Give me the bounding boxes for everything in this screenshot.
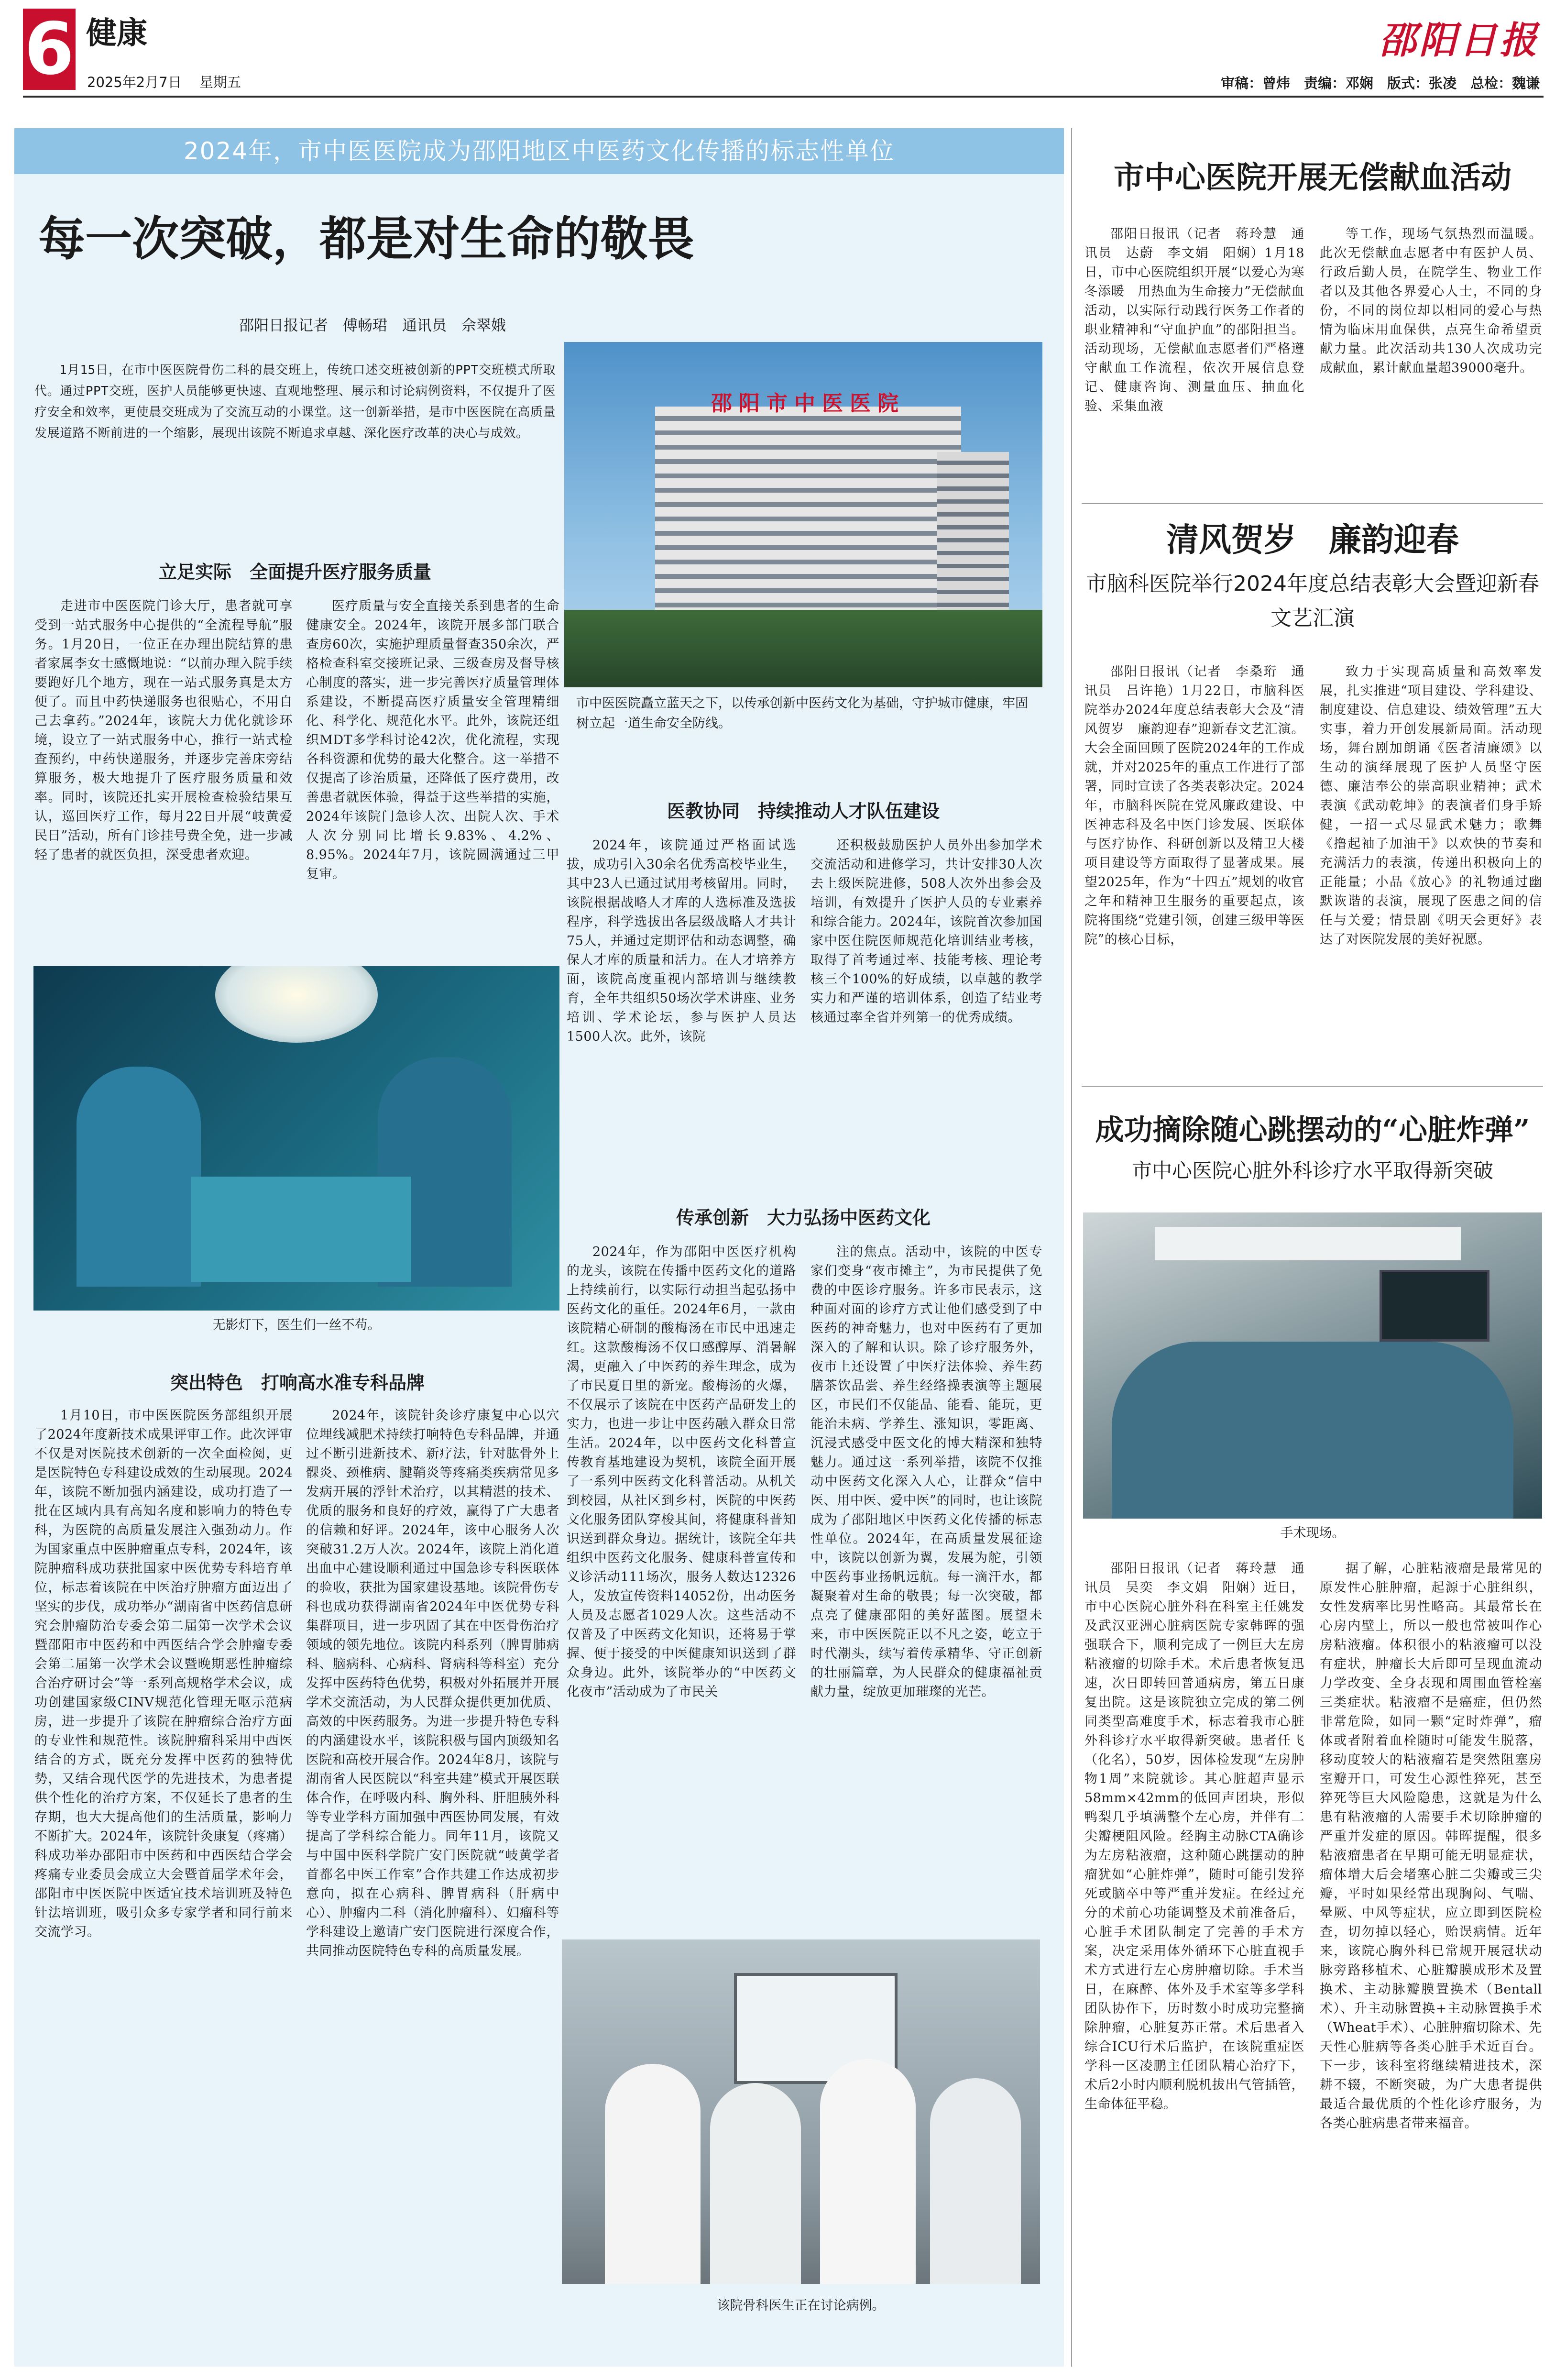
issue-date: 2025年2月7日: [87, 74, 182, 90]
story4-photo-caption: 手术现场。: [1280, 1526, 1345, 1541]
doctor-3: [820, 2059, 916, 2284]
photo3-caption: 该院骨科医生正在讨论病例。: [717, 2298, 885, 2313]
story2-divider: [1082, 503, 1543, 504]
lead-headline: 每一次突破，都是对生命的敬畏: [38, 211, 695, 266]
masthead-rule: [23, 96, 1544, 98]
hospital-building-photo: [564, 342, 1042, 687]
lead-byline: 邵阳日报记者 傅畅珺 通讯员 佘翠娥: [239, 317, 506, 334]
lead-intro: 1月15日，在市中医医院骨伤二科的晨交班上，传统口述交班被创新的PPT交班模式所取代。通过PPT交班，医护人员能够更快速、直观地整理、展示和讨论病例资料，不仅提升了医疗安全和效率，更使晨交班成为了交流互动的小课堂。这一创新举措，是市中医医院在高质量发展道路不断前进的一个缩影，展现出该院不断追求卓越、深化医疗改革的决心与成效。: [34, 363, 556, 441]
doctors-discussion-photo: [562, 1939, 1040, 2284]
page-number: 6: [23, 9, 76, 90]
doctor-1: [605, 2064, 701, 2284]
story3-col1: 邵阳日报讯（记者 李桑珩 通讯员 吕许艳）1月22日，市脑科医院举办2024年度总结表彰大会及“清风贺岁 廉韵迎春”迎新春文艺汇演。大会全面回顾了医院2024年的工作成就，并对2025年的重点工作进行了部署，同时宣读了各类表彰决定。2024年，市脑科医院在党风廉政建设、中医神志科及名中医门诊发展、医联体与医疗协作、科研创新以及精卫大楼项目建设等方面取得了显著成果。展望2025年，作为“十四五”规划的收官之年和精神卫生服务的重要起点，该院将围绕“党建引领，创建三级甲等医院”的核心目标，: [1084, 664, 1304, 947]
story2-headline: 市中心医院开展无偿献血活动: [1114, 160, 1511, 196]
section1-col1: 走进市中医医院门诊大厅，患者就可享受到一站式服务中心提供的“全流程导航”服务。1月20日，一位正在办理出院结算的患者家属李女士感慨地说：“以前办理入院手续要跑好几个地方，现在一站式服务真是太方便了。而且中药快递服务也很贴心，不用自己去拿药。”2024年，该院大力优化就诊环境，设立了一站式服务中心，推行一站式检查预约，中药快递服务，并逐步完善床旁结算服务，极大地提升了医疗服务质量和效率。同时，该院还扎实开展检查检验结果互认，巡回医疗工作，每月22日开展“岐黄爱民日”活动，所有门诊挂号费全免，进一步减轻了患者的就医负担，深受患者欢迎。: [34, 599, 293, 862]
story4-col1: 邵阳日报讯（记者 蒋玲慧 通讯员 吴奕 李文娟 阳娴）近日，市中心医院心脏外科在科室主任姚发及武汉亚洲心脏病医院专家韩晖的强强联合下，顺利完成了一例巨大左房粘液瘤的切除手术。术后患者恢复迅速，次日即转回普通病房，第五日康复出院。这是该院独立完成的第二例同类型高难度手术，标志着我市心脏外科诊疗水平取得新突破。患者任飞（化名），50岁，因体检发现“左房肿物1周”来院就诊。其心脏超声显示58mm×42mm的低回声团块，形似鸭梨几乎填满整个左心房，并伴有二尖瓣梗阻风险。经胸主动脉CTA确诊为左房粘液瘤，这种随心跳摆动的肿瘤犹如“心脏炸弹”，随时可能引发猝死或脑卒中等严重并发症。在经过充分的术前心功能调整及术前准备后，心脏手术团队制定了完善的手术方案，决定采用体外循环下心脏直视手术方式进行左心房肿瘤切除。手术当日，在麻醉、体外及手术室等多学科团队协作下，历时数小时成功完整摘除肿瘤，心脏复苏正常。术后患者入综合ICU行术后监护，在该院重症医学科一区凌鹏主任团队精心治疗下，术后2小时内顺利脱机拔出气管插管，生命体征平稳。: [1084, 1561, 1304, 2112]
operating-table: [191, 1177, 411, 1282]
surgery-photo: [33, 966, 559, 1311]
building-sign: 邵阳市中医医院: [711, 391, 905, 416]
section1-title: 立足实际 全面提升医疗服务质量: [158, 562, 431, 583]
section2-col2: 还积极鼓励医护人员外出参加学术交流活动和进修学习，共计安排30人次去上级医院进修，508人次外出参会及培训，有效提升了医护人员的专业素养和综合能力。2024年，该院首次参加国家中医住院医师规范化培训结业考核，取得了首考通过率、技能考核、理论考核三个100%的好成绩，以卓越的教学实力和严谨的培训体系，创造了结业考核通过率全省并列第一的优秀成绩。: [810, 838, 1042, 1025]
section4-title: 传承创新 大力弘扬中医药文化: [676, 1207, 931, 1228]
section2-title: 医教协同 持续推动人才队伍建设: [667, 801, 940, 822]
section3-col2: 2024年，该院针灸诊疗康复中心以穴位埋线减肥术持续打响特色专科品牌，并通过不断引进新技术、新疗法，针对肱骨外上髁炎、颈椎病、腱鞘炎等疼痛类疾病常见多发病开展的浮针术治疗，以其精湛的技术、优质的服务和良好的疗效，赢得了广大患者的信赖和好评。2024年，该中心服务人次突破31.2万人次。2024年，该院上消化道出血中心建设顺利通过中国急诊专科医联体的验收，获批为国家建设基地。该院骨伤专科也成功获得湖南省2024年中医优势专科集群项目，进一步巩固了其在中医骨伤治疗领域的领先地位。该院内科系列（脾胃肺病科、脑病科、心病科、肾病科等科室）充分发挥中医药特色优势，积极对外拓展并开展学术交流活动，为人民群众提供更加优质、高效的中医药服务。为进一步提升特色专科的内涵建设水平，该院积极与国内顶级知名医院和高校开展合作。2024年8月，该院与湖南省人民医院以“科室共建”模式开展医联体合作，在呼吸内科、胸外科、肝胆胰外科等专业学科方面加强中西医协同发展，有效提高了学科综合能力。同年11月，该院又与中国中医科学院广安门医院就“岐黄学者首都名中医工作室”合作共建工作达成初步意向，拟在心病科、脾胃病科（肝病中心）、肿瘤内二科（消化肿瘤科）、妇瘤科等学科建设上邀请广安门医院进行深度合作，共同推动医院特色专科的高质量发展。: [306, 1408, 559, 1959]
ceiling-lights: [1155, 1227, 1461, 1260]
editor-credits: 审稿：曾炜 责编：邓娴 版式：张凌 总检：魏谦: [1220, 75, 1540, 91]
surgeon-left: [77, 1067, 201, 1287]
section1-col2: 医疗质量与安全直接关系到患者的生命健康安全。2024年，该院开展多部门联合查房60次，实施护理质量督查350余次，严格检查科室交接班记录、三级查房及督导核心制度的落实，进一步完善医疗质量管理体系建设，不断提高医疗质量安全管理精细化、科学化、规范化水平。此外，该院还组织MDT多学科讨论42次，优化流程，实现各科资源和优势的最大化整合。这一举措不仅提高了诊治质量，还降低了医疗费用，改善患者就医体验，得益于这些举措的实施，2024年该院门急诊人次、出院人次、手术人次分别同比增长9.83%、4.2%、8.95%。2024年7月，该院圆满通过三甲复审。: [306, 599, 559, 881]
section3-title: 突出特色 打响高水准专科品牌: [170, 1372, 425, 1393]
column-divider: [1071, 128, 1072, 2367]
photo1-caption: 市中医医院矗立蓝天之下，以传承创新中医药文化为基础，守护城市健康，牢固树立起一道生命安全防线。: [576, 696, 1028, 731]
doctor-4: [930, 2078, 1021, 2284]
story3-divider: [1082, 1086, 1543, 1087]
section4-col2: 注的焦点。活动中，该院的中医专家们变身“夜市摊主”，为市民提供了免费的中医诊疗服务。许多市民表示，这种面对面的诊疗方式让他们感受到了中医药的神奇魅力，也对中医药有了更加深入的了解和认识。除了诊疗服务外，夜市上还设置了中医疗法体验、养生药膳茶饮品尝、养生经络操表演等主题展区，市民们不仅能品、能看、能玩，更能治未病、学养生、涨知识，零距离、沉浸式感受中医文化的博大精深和独特魅力。通过这一系列举措，该院不仅推动中医药文化深入人心，让群众“信中医、用中医、爱中医”的同时，也让该院成为了邵阳地区中医药文化传播的标志性单位。2024年，在高质量发展征途中，该院以创新为翼，发展为舵，引领中医药事业扬帆远航。每一滴汗水，都凝聚着对生命的敬畏；每一次突破，都点亮了健康邵阳的美好蓝图。展望未来，市中医医院正以不凡之姿，屹立于时代潮头，续写着传承精华、守正创新的壮丽篇章，为人民群众的健康福祉贡献力量，绽放更加璀璨的光芒。: [810, 1245, 1042, 1699]
lead-banner-text: 2024年，市中医医院成为邵阳地区中医药文化传播的标志性单位: [183, 137, 895, 165]
story4-headline: 成功摘除随心跳摆动的“心脏炸弹”: [1095, 1113, 1530, 1147]
section3-col1: 1月10日，市中医医院医务部组织开展了2024年度新技术成果评审工作。此次评审不仅是对医院技术创新的一次全面检阅，更是医院特色专科建设成效的生动展现。2024年，该院不断加强内涵建设，成功打造了一批在区域内具有高知名度和影响力的特色专科，为医院的高质量发展注入强劲动力。作为国家重点中医肿瘤重点专科，2024年，该院肿瘤科成功获批国家中医优势专科培育单位，标志着该院在中医治疗肿瘤方面迈出了坚实的步伐，成功举办“湖南省中医药信息研究会肿瘤防治专委会第二届第一次学术会议暨邵阳市中医药和中西医结合学会肿瘤专委会第二届第一次学术会议暨晚期恶性肿瘤综合治疗研讨会”等一系列高规格学术会议，成功创建国家级CINV规范化管理无呕示范病房，进一步提升了该院在肿瘤综合治疗方面的专业性和规范性。该院肿瘤科采用中西医结合的方式，既充分发挥中医药的独特优势，又结合现代医学的先进技术，为患者提供个性化的治疗方案，不仅延长了患者的生存期，也大大提高他们的生活质量，影响力不断扩大。2024年，该院针灸康复（疼痛）科成功举办邵阳市中医药和中西医结合学会疼痛专业委员会成立大会暨首届学术年会，邵阳市中医医院中医适宜技术培训班及特色针法培训班，吸引众多专家学者和同行前来交流学习。: [34, 1408, 293, 1939]
section-name: 健康: [86, 16, 147, 51]
story4-col2: 据了解，心脏粘液瘤是最常见的原发性心脏肿瘤，起源于心脏组织，女性发病率比男性略高。其最常长在心房内壁上，所以一般也常被叫作心房粘液瘤。体积很小的粘液瘤可以没有症状，肿瘤长大后即可呈现血流动力学改变、全身表现和周围血管栓塞三类症状。粘液瘤不是癌症，但仍然非常危险，如同一颗“定时炸弹”，瘤体或者附着血栓随时可能发生脱落，移动度较大的粘液瘤若是突然阻塞房室瓣开口，可发生心源性猝死，甚至猝死等巨大风险隐患，这就是为什么患有粘液瘤的人需要手术切除肿瘤的严重并发症的原因。韩晖提醒，很多粘液瘤患者在早期可能无明显症状，瘤体增大后会堵塞心脏二尖瓣或三尖瓣，平时如果经常出现胸闷、气喘、晕厥、中风等症状，应立即到医院检查，切勿掉以轻心，贻误病情。近年来，该院心胸外科已常规开展冠状动脉旁路移植术、心脏瓣膜成形术及置换术、主动脉瓣膜置换术（Bentall术）、升主动脉置换+主动脉置换手术（Wheat手术）、心脏肿瘤切除术、先天性心脏病等各类心脏手术近百台。下一步，该科室将继续精进技术，深耕不辍，不断突破，为广大患者提供最适合最优质的个性化诊疗服务，为各类心脏病患者带来福音。: [1320, 1561, 1542, 2131]
story3-subhead: 市脑科医院举行2024年度总结表彰大会暨迎新春文艺汇演: [1086, 572, 1539, 630]
section4-col1: 2024年，作为邵阳中医医疗机构的龙头，该院在传播中医药文化的道路上持续前行，以实际行动担当起弘扬中医药文化的重任。2024年6月，一款由该院精心研制的酸梅汤在市民中迅速走红。这款酸梅汤不仅口感醇厚、消暑解渴，更融入了中医药的养生理念，成为了市民夏日里的新宠。酸梅汤的火爆，不仅展示了该院在中医药产品研发上的实力，也进一步让中医药融入群众日常生活。2024年，以中医药文化科普宣传教育基地建设为契机，该院全面开展了一系列中医药文化科普活动。从机关到校园，从社区到乡村，医院的中医药文化服务团队穿梭其间，将健康科普知识送到群众身边。据统计，该院全年共组织中医药文化服务、健康科普宣传和义诊活动111场次，服务人数达12326人，发放宣传资料14052份，出动医务人员及志愿者1029人次。这些活动不仅普及了中医药文化知识，还将易于掌握、便于接受的中医健康知识送到了群众身边。此外，该院举办的“中医药文化夜市”活动成为了市民关: [567, 1245, 796, 1699]
surgical-lamp: [215, 966, 378, 1043]
story3-headline: 清风贺岁 廉韵迎春: [1166, 521, 1459, 559]
story2-col2: 等工作，现场气氛热烈而温暖。此次无偿献血志愿者中有医护人员、行政后勤人员，在院学生、物业工作者以及其他各界爱心人士，不同的身份，不同的岗位却以相同的爱心与热情为临床用血保供，点亮生命希望贡献力量。此次活动共130人次成功完成献血，累计献血量超39000毫升。: [1320, 227, 1542, 375]
story3-col2: 致力于实现高质量和高效率发展，扎实推进“项目建设、学科建设、制度建设、信息建设、绩效管理”五大实事，着力开创发展新局面。活动现场，舞台剧加朗诵《医者清廉颂》以生动的演绎展现了医护人员坚守医德、廉洁奉公的崇高职业精神；武术表演《武动乾坤》的表演者们身手矫健，一招一式尽显武术魅力；歌舞《撸起袖子加油干》以欢快的节奏和充满活力的表演，传递出积极向上的正能量；小品《放心》的礼物通过幽默诙谐的表演，展现了医患之间的信任与关爱；情景剧《明天会更好》表达了对医院发展的美好祝愿。: [1320, 664, 1542, 947]
surgical-team: [1112, 1342, 1513, 1519]
heart-surgery-photo: [1083, 1212, 1542, 1519]
newspaper-logo: 邵阳日报: [1379, 19, 1540, 62]
trees: [564, 610, 1042, 687]
lead-banner: [14, 128, 1064, 174]
story2-col1: 邵阳日报讯（记者 蒋玲慧 通讯员 达蔚 李文娟 阳娴）1月18日，市中心医院组织开展“以爱心为寒冬添暖 用热血为生命接力”无偿献血活动，以实际行动践行医务工作者的职业精神和“守血护血”的邵阳担当。活动现场，无偿献血志愿者们严格遵守献血工作流程，依次开展信息登记、健康咨询、测量血压、抽血化验、采集血液: [1084, 227, 1304, 414]
doctor-2: [710, 2083, 801, 2284]
photo2-caption: 无影灯下，医生们一丝不苟。: [212, 1318, 381, 1333]
issue-weekday: 星期五: [199, 74, 241, 90]
section2-col1: 2024年，该院通过严格面试选拔，成功引入30余名优秀高校毕业生，其中23人已通过试用考核留用。同时，该院根据战略人才库的人选标准及选拔程序，科学选拔出各层级战略人才共计75人，并通过定期评估和动态调整，确保人才库的质量和活力。在人才培养方面，该院高度重视内部培训与继续教育，全年共组织50场次学术讲座、业务培训、学术论坛，参与医护人员达1500人次。此外，该院: [567, 838, 796, 1044]
monitor-screen: [1380, 1270, 1489, 1342]
date-line: [87, 72, 241, 91]
story4-subhead: 市中心医院心脏外科诊疗水平取得新突破: [1131, 1159, 1493, 1182]
